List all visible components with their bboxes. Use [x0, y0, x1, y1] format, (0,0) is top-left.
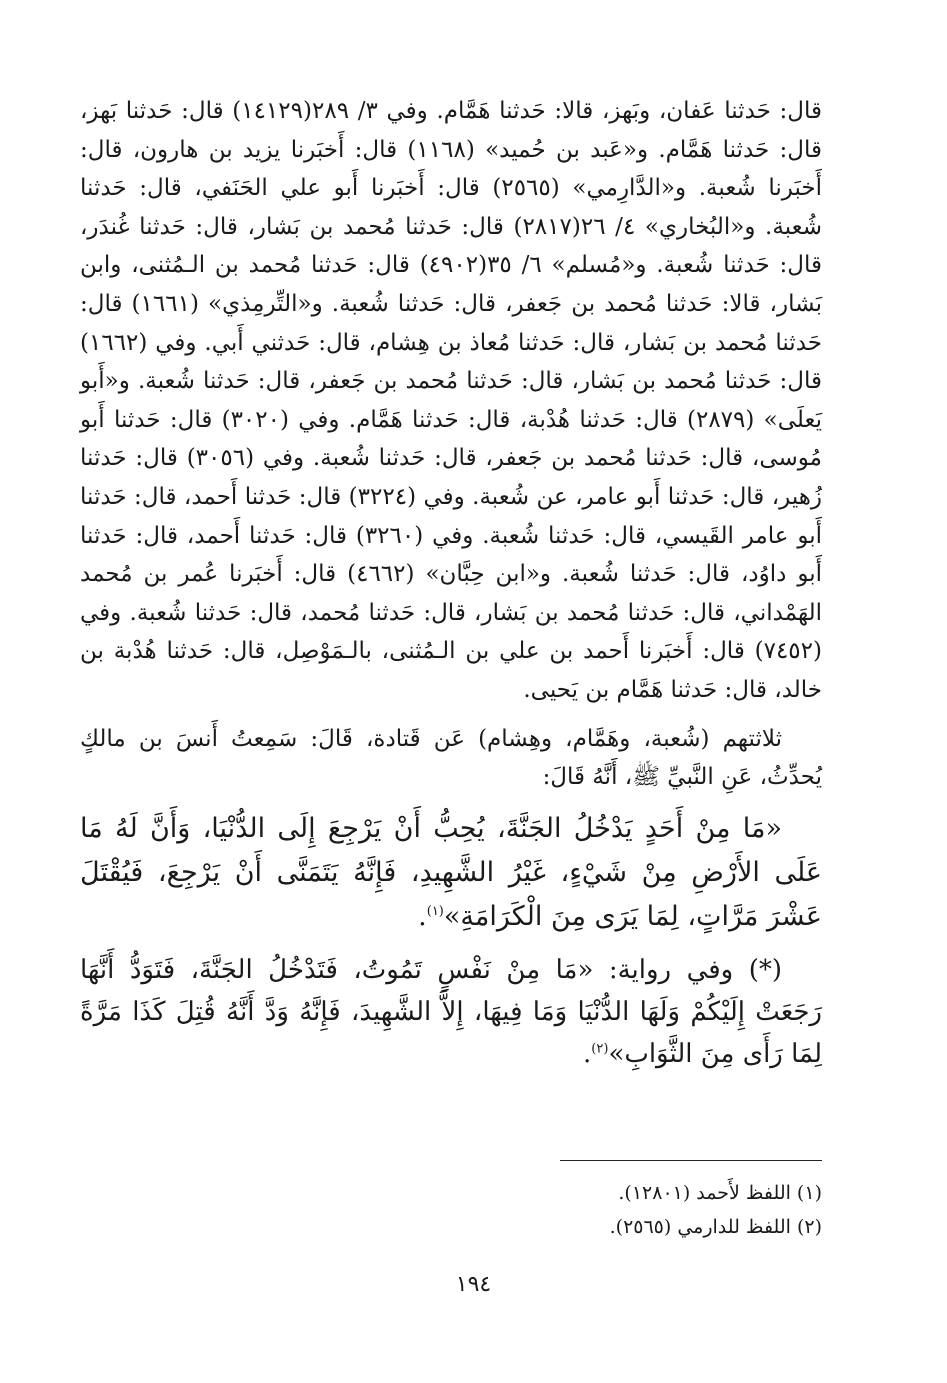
variant-narration-paragraph: [80, 949, 822, 1075]
footnotes: [80, 1176, 822, 1244]
page-body: [80, 92, 822, 1075]
variant-text: (*) وفي رواية: «مَا مِنْ نَفْسٍ تَمُوتُ، فَتَدْخُلُ الجَنَّةَ، فَتَوَدُّ أَنَّهَا رَجَعَتْ إِلَيْكُمْ وَلَهَا الدُّنْيَا وَمَا فِيهَا، إِلاَّ الشَّهِيدَ، فَإِنَّهُ وَدَّ أَنَّهُ قُتِلَ كَذَا مَرَّةً لِمَا رَأَى مِنَ الثَّوَابِ»: [80, 954, 822, 1069]
page-number: ١٩٤: [455, 1272, 492, 1297]
footnote-1: (١) اللفظ لأَحمد (١٢٨٠١).: [618, 1182, 822, 1204]
variant-end-punctuation: .: [583, 1038, 592, 1069]
footnote-separator: [560, 1160, 822, 1161]
isnad-paragraph: قال: حَدثنا عَفان، وبَهز، قالا: حَدثنا هَمَّام. وفي ٣/ ٢٨٩(١٤١٢٩) قال: حَدثنا بَهز، قال: حَدثنا هَمَّام. و«عَبد بن حُميد» (١١٦٨) قال: أَخبَرنا يزيد بن هارون، قال: أَخبَرنا شُعبة. و«الدَّارِمي» (٢٥٦٥) قال: أَخبَرنا أَبو علي الحَنَفي، قال: حَدثنا شُعبة. و«البُخاري» ٤/ ٢٦(٢٨١٧) قال: حَدثنا مُحمد بن بَشار، قال: حَدثنا غُندَر، قال: حَدثنا شُعبة. و«مُسلم» ٦/ ٣٥(٤٩٠٢) قال: حَدثنا مُحمد بن الـمُثنى، وابن بَشار، قالا: حَدثنا مُحمد بن جَعفر، قال: حَدثنا شُعبة. و«التِّرمِذي» (١٦٦١) قال: حَدثنا مُحمد بن بَشار، قال: حَدثنا مُعاذ بن هِشام، قال: حَدثني أَبي. وفي (١٦٦٢) قال: حَدثنا مُحمد بن بَشار، قال: حَدثنا مُحمد بن جَعفر، قال: حَدثنا شُعبة. و«أَبو يَعلَى» (٢٨٧٩) قال: حَدثنا هُدْبة، قال: حَدثنا هَمَّام. وفي (٣٠٢٠) قال: حَدثنا أَبو مُوسى، قال: حَدثنا مُحمد بن جَعفر، قال: حَدثنا شُعبة. وفي (٣٠٥٦) قال: حَدثنا زُهير، قال: حَدثنا أَبو عامر، عن شُعبة. وفي (٣٢٢٤) قال: حَدثنا أَحمد، قال: حَدثنا أَبو عامر القَيسي، قال: حَدثنا شُعبة. وفي (٣٢٦٠) قال: حَدثنا أَحمد، قال: حَدثنا أَبو داوُد، قال: حَدثنا شُعبة. و«ابن حِبَّان» (٤٦٦٢) قال: أَخبَرنا عُمر بن مُحمد الهَمْداني، قال: حَدثنا مُحمد بن بَشار، قال: حَدثنا مُحمد، قال: حَدثنا شُعبة. وفي (٧٤٥٢) قال: أَخبَرنا أَحمد بن علي بن الـمُثنى، بالـمَوْصِل، قال: حَدثنا هُدْبة بن خالد، قال: حَدثنا هَمَّام بن يَحيى.: [80, 98, 823, 703]
hadith-text-paragraph: «مَا مِنْ أَحَدٍ يَدْخُلُ الجَنَّةَ، يُحِبُّ أَنْ يَرْجِعَ إِلَى الدُّنْيَا، وَأَنَّ لَهُ مَا عَلَى الأَرْضِ مِنْ شَيْءٍ، غَيْرُ الشَّهِيدِ، فَإِنَّهُ يَتَمَنَّى أَنْ يَرْجِعَ، فَيُقْتَلَ عَشْرَ مَرَّاتٍ، لِمَا يَرَى مِنَ الْكَرَامَةِ»$^{(١)}$.: [80, 812, 822, 932]
footnote-marker-2[interactable]: (٢): [591, 1041, 609, 1057]
footnote-marker-1[interactable]: (١): [426, 903, 444, 919]
hadith-text: «مَا مِنْ أَحَدٍ يَدْخُلُ الجَنَّةَ، يُحِبُّ أَنْ يَرْجِعَ إِلَى الدُّنْيَا، وَأَنَّ لَهُ مَا عَلَى الأَرْضِ مِنْ شَيْءٍ، غَيْرُ الشَّهِيدِ، فَإِنَّهُ يَتَمَنَّى أَنْ يَرْجِعَ، فَيُقْتَلَ عَشْرَ مَرَّاتٍ، لِمَا يَرَى مِنَ الْكَرَامَةِ»: [80, 812, 822, 932]
footnote-2: (٢) اللفظ للدارمي (٢٥٦٥).: [609, 1216, 822, 1238]
hadith-intro-paragraph: ثلاثتهم (شُعبة، وهَمَّام، وهِشام) عَن قَتادة، قَالَ: سَمِعتُ أَنسَ بن مالكٍ يُحدِّثُ، عَنِ النَّبيِّ ﷺ، أَنَّهُ قَالَ:: [80, 725, 822, 791]
